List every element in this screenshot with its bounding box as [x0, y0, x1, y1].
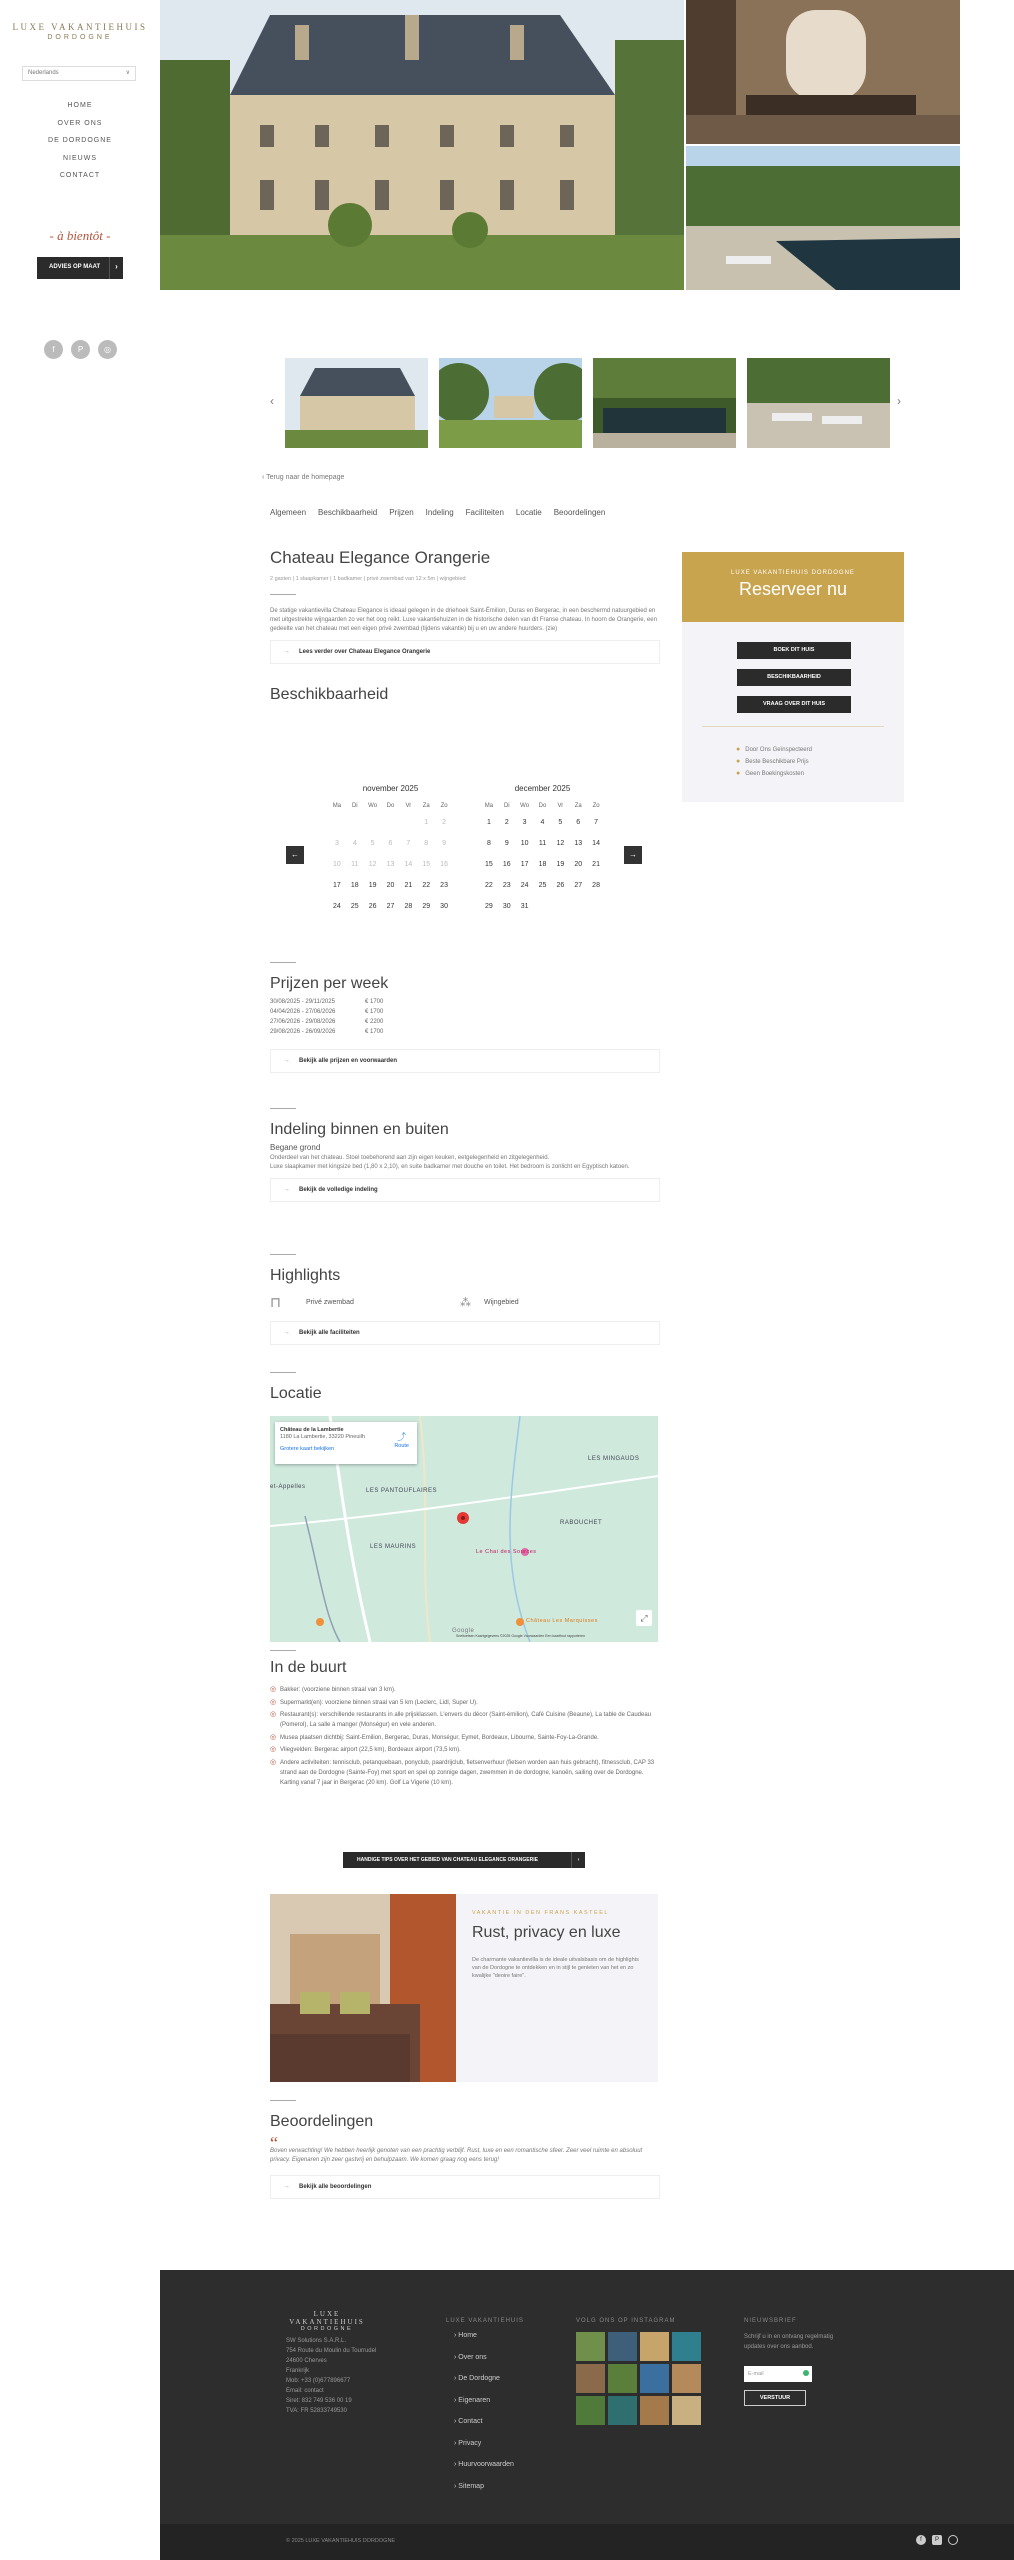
- social-links: [44, 340, 117, 359]
- booking-header: [682, 552, 904, 622]
- calendar-day[interactable]: 20: [574, 861, 583, 868]
- chevron-down-icon: ∨: [125, 70, 130, 76]
- prices-section: [270, 962, 660, 1073]
- instagram-photo[interactable]: [640, 2396, 669, 2425]
- section-tabs: [270, 508, 605, 517]
- promo-block: [270, 1894, 658, 2082]
- calendar-day[interactable]: 10: [520, 840, 529, 847]
- layout-heading: Indeling binnen en buiten: [270, 1121, 449, 1138]
- calendar-day-header: Vr: [557, 803, 564, 809]
- calendar-empty-cell: [346, 812, 364, 833]
- highlights-list: [270, 1291, 660, 1313]
- calendar-day[interactable]: 12: [556, 840, 565, 847]
- price-row: [270, 1009, 660, 1019]
- arrow-right-icon: ›: [571, 1852, 585, 1868]
- instagram-photo[interactable]: [576, 2332, 605, 2361]
- calendar-day[interactable]: 26: [368, 903, 377, 910]
- footer-logo[interactable]: [286, 2310, 368, 2332]
- address-line: 754 Route du Moulin du Tourrudel: [286, 2348, 377, 2354]
- calendar-day[interactable]: 27: [386, 903, 395, 910]
- calendar-day[interactable]: 19: [556, 861, 565, 868]
- thumbnail-2[interactable]: [439, 358, 582, 448]
- map-label: LES MINGAUDS: [588, 1456, 640, 1462]
- map-info-card: [275, 1422, 417, 1464]
- calendar-day[interactable]: 29: [485, 903, 493, 910]
- footer-link-privacy[interactable]: › Privacy: [454, 2440, 514, 2462]
- promo-bedroom-photo: [270, 1894, 456, 2082]
- footer-link-huurvoorwaarden[interactable]: › Huurvoorwaarden: [454, 2461, 514, 2483]
- calendar-day: 1: [424, 819, 429, 826]
- highlight-label: Privé zwembad: [306, 1298, 354, 1306]
- review-quote: Boven verwachting! We hebben heerlijk genoten van een prachtig verblijf. Rust, luxe en een romantische sfeer. Zeer veel ruimte en absoluut privacy. Eigenaren zijn zeer gastvrij en behulpzaam. We komen graag nog eens terug!: [270, 2148, 643, 2163]
- address-line: SW Solutions S.A.R.L.: [286, 2338, 347, 2344]
- tab-locatie[interactable]: Locatie: [515, 508, 542, 517]
- footer-logo-line1: LUXE VAKANTIEHUIS: [289, 2310, 365, 2326]
- property-intro: De statige vakantievilla Chateau Elegance is ideaal gelegen in de driehoek Saint-Émilion, Duras en Bergerac, in een beschermd natuurgebied en met uitgestrekte wijngaarden zo ver het oog reikt. Luxe vakantiehuizen in de historische delen van dit Franse chateau. In hoorn de Orangerie, een gedeelte van het chateau met een eigen privé zwembad (tijdens vakantie) bij u en uw andere huurders. (zie): [270, 608, 657, 632]
- instagram-photo[interactable]: [640, 2332, 669, 2361]
- calendar-day-header: Do: [538, 803, 547, 809]
- email-placeholder: E-mail: [748, 2371, 764, 2377]
- tab-beschikbaarheid[interactable]: Beschikbaarheid: [318, 508, 378, 517]
- usp-item: ● Geen Boekingskosten: [736, 770, 804, 777]
- price-value: € 2200: [365, 1019, 384, 1025]
- neighborhood-item: ◎ Vliegvelden: Bergerac airport (22,5 km), Bordeaux airport (73,5 km).: [270, 1745, 660, 1755]
- calendar-day[interactable]: 21: [592, 861, 600, 868]
- calendar-day[interactable]: 26: [556, 882, 565, 889]
- area-tips-label: HANDIGE TIPS OVER HET GEBIED VAN CHATEAU ELEGANCE ORANGERIE: [357, 1857, 538, 1863]
- promo-kicker: VAKANTIE IN DEN FRANS KASTEEL: [472, 1910, 609, 1916]
- calendar-november: [328, 784, 453, 917]
- main-menu: [0, 102, 160, 190]
- instagram-photo[interactable]: [576, 2396, 605, 2425]
- footer-link-home[interactable]: › Home: [454, 2332, 514, 2354]
- hero-photo-dining-room[interactable]: [686, 0, 960, 144]
- newsletter-email-input[interactable]: [744, 2366, 812, 2382]
- booking-title: Reserveer nu: [738, 579, 848, 599]
- promo-title: Rust, privacy en luxe: [472, 1924, 621, 1941]
- usp-item: ● Door Ons Geïnspecteerd: [736, 746, 812, 753]
- calendar-day: 12: [368, 861, 377, 868]
- read-more-button[interactable]: → Lees verder over Chateau Elegance Orangerie: [270, 640, 660, 664]
- question-button[interactable]: VRAAG OVER DIT HUIS: [737, 696, 851, 713]
- address-line: Siret: 832 749 536 00 19: [286, 2398, 352, 2404]
- calendar-day-header: Vr: [405, 803, 412, 809]
- footer-links: [454, 2332, 514, 2504]
- thumbnail-1[interactable]: [285, 358, 428, 448]
- footer-social: [916, 2535, 958, 2545]
- directions-icon: ⤴: [397, 1432, 407, 1442]
- calendar-day: 11: [351, 861, 359, 868]
- pool-icon: ⊓: [270, 1293, 281, 1310]
- calendar-day[interactable]: 24: [333, 903, 341, 910]
- calendar-day-header: Ma: [332, 803, 342, 809]
- calendar-day[interactable]: 3: [522, 819, 527, 826]
- location-heading: Locatie: [270, 1385, 322, 1402]
- calendar-day-header: Za: [422, 803, 430, 809]
- logo-line2: DORDOGNE: [47, 34, 113, 41]
- price-value: € 1700: [365, 999, 384, 1005]
- layout-subheading: Begane grond: [270, 1143, 321, 1152]
- price-dates: 04/04/2026 - 27/06/2026: [270, 1009, 336, 1015]
- calendar-day[interactable]: 4: [540, 819, 545, 826]
- thumbnail-3[interactable]: [593, 358, 736, 448]
- tab-algemeen[interactable]: Algemeen: [270, 508, 307, 517]
- calendar-day[interactable]: 21: [404, 882, 413, 889]
- address-line: 24600 Cherves: [286, 2358, 327, 2364]
- calendar-empty-cell: [382, 812, 400, 833]
- language-select[interactable]: [22, 66, 136, 81]
- neighborhood-item: ◎ Supermarkt(en): voorziene binnen straal van 5 km (Leclerc, Lidl, Super U).: [270, 1698, 660, 1708]
- calendar-day: 5: [370, 840, 375, 847]
- all-facilities-button[interactable]: → Bekijk alle faciliteiten: [270, 1321, 660, 1345]
- map-card-title: Château de la Lambertie: [280, 1427, 344, 1433]
- calendar-day-header: Do: [386, 803, 395, 809]
- calendar-day-header: Di: [351, 803, 358, 809]
- price-row: [270, 999, 660, 1009]
- calendar-empty-cell: [364, 812, 382, 833]
- sidebar: [0, 0, 160, 2560]
- divider: [270, 1108, 296, 1109]
- neighborhood-item: ◎ Bakker: (voorziene binnen straal van 3 km).: [270, 1685, 660, 1695]
- calendar-day[interactable]: 22: [422, 882, 431, 889]
- footer-link-over-ons[interactable]: › Over ons: [454, 2354, 514, 2376]
- calendar-day-header: Ma: [484, 803, 494, 809]
- copyright: © 2025 LUXE VAKANTIEHUIS DORDOGNE: [286, 2538, 396, 2544]
- instagram-photo[interactable]: [672, 2364, 701, 2393]
- hero-photo-chateau[interactable]: [160, 0, 684, 290]
- back-to-home-link[interactable]: ‹ Terug naar de homepage: [262, 474, 345, 481]
- full-layout-button[interactable]: → Bekijk de volledige indeling: [270, 1178, 660, 1202]
- calendar-day: 10: [333, 861, 341, 868]
- page-title: Chateau Elegance Orangerie: [270, 548, 491, 567]
- footer-bar: [160, 2524, 1014, 2560]
- advies-op-maat-button[interactable]: [37, 257, 123, 279]
- booking-kicker: LUXE VAKANTIEHUIS DORDOGNE: [731, 570, 855, 576]
- calendar-day[interactable]: 29: [422, 903, 431, 910]
- footer-link-sitemap[interactable]: › Sitemap: [454, 2483, 514, 2505]
- property-meta: 2 gasten | 1 slaapkamer | 1 badkamer | privé zwembad van 12 x 5m | wijngebied: [270, 576, 466, 582]
- highlights-heading: Highlights: [270, 1267, 341, 1284]
- calendar-day[interactable]: 6: [576, 819, 581, 826]
- highlight-item: [270, 1294, 460, 1311]
- availability-button[interactable]: BESCHIKBAARHEID: [737, 669, 851, 686]
- menu-item-contact[interactable]: CONTACT: [59, 172, 101, 179]
- quote-icon: “: [270, 2133, 278, 2153]
- calendar-december: [480, 784, 605, 917]
- calendar-day-header: Wo: [520, 803, 530, 809]
- neighborhood-item: ◎ Andere activiteiten: tennisclub, petanquebaan, ponyclub, paardrijclub, fietsenverhuur (fietsen worden aan huis gebracht), fitnessclub, CAP 33 strand aan de Dordogne (Sainte-Foy) met sport en spel op zonnige dagen, zwemmen in de dordogne, kanoën, sailing over de Dordogne. Karting vanaf 7 jaar in Bergerac (20 km). Golf La Vigerie (10 km).: [270, 1758, 660, 1788]
- footer-link-eigenaren[interactable]: › Eigenaren: [454, 2397, 514, 2419]
- calendar-empty-cell: [399, 812, 417, 833]
- fullscreen-icon[interactable]: ⤢: [636, 1610, 652, 1626]
- gallery-thumbnails: [285, 358, 890, 448]
- menu-item-de-dordogne[interactable]: DE DORDOGNE: [48, 137, 112, 144]
- hero-photo-pool[interactable]: [686, 146, 960, 290]
- neighborhood-heading: In de buurt: [270, 1659, 347, 1676]
- calendar-day[interactable]: 19: [368, 882, 377, 889]
- price-dates: 27/06/2026 - 29/08/2026: [270, 1019, 336, 1025]
- all-reviews-button[interactable]: → Bekijk alle beoordelingen: [270, 2175, 660, 2199]
- calendar-day-header: Zo: [592, 803, 600, 809]
- map-larger-link[interactable]: Grotere kaart bekijken: [280, 1446, 335, 1452]
- calendar-day[interactable]: 30: [440, 903, 448, 910]
- area-tips-button[interactable]: [343, 1852, 585, 1868]
- calendar-day: 16: [440, 861, 448, 868]
- reviews-section: [270, 2100, 660, 2199]
- calendar-day-header: Di: [503, 803, 510, 809]
- layout-section: [270, 1108, 660, 1202]
- route-label: Route: [394, 1443, 409, 1449]
- usp-item: ● Beste Beschikbare Prijs: [736, 758, 809, 765]
- booking-box: [682, 552, 904, 802]
- map-label: Château Les Marquisses: [526, 1618, 598, 1624]
- calendar-day[interactable]: 25: [350, 903, 359, 910]
- calendar-day[interactable]: 20: [386, 882, 395, 889]
- calendar-day: 2: [442, 819, 447, 826]
- advies-label: ADVIES OP MAAT: [49, 264, 101, 270]
- calendar-day[interactable]: 1: [486, 819, 491, 826]
- calendar-grid: [480, 800, 605, 917]
- divider: [270, 1254, 296, 1255]
- instagram-icon[interactable]: ◎: [98, 340, 117, 359]
- calendar-day: 3: [334, 840, 339, 847]
- menu-item-home[interactable]: HOME: [67, 102, 93, 109]
- subscribe-button[interactable]: VERSTUUR: [744, 2390, 806, 2406]
- tab-faciliteiten[interactable]: Faciliteiten: [465, 508, 504, 517]
- calendar-day[interactable]: 8: [486, 840, 491, 847]
- calendar-day[interactable]: 22: [485, 882, 493, 889]
- status-dot-icon: [803, 2370, 809, 2376]
- all-prices-button[interactable]: → Bekijk alle prijzen en voorwaarden: [270, 1049, 660, 1073]
- footer: [160, 2270, 1014, 2560]
- calendar-day[interactable]: 17: [333, 882, 341, 889]
- location-map[interactable]: [270, 1416, 658, 1642]
- instagram-grid: [576, 2332, 702, 2425]
- price-dates: 30/08/2025 - 29/11/2025: [270, 999, 335, 1005]
- footer-link-contact[interactable]: › Contact: [454, 2418, 514, 2440]
- book-house-button[interactable]: BOEK DIT HUIS: [737, 642, 851, 659]
- footer-address: [286, 2336, 406, 2416]
- calendar-day[interactable]: 30: [502, 903, 511, 910]
- calendar-day[interactable]: 18: [350, 882, 359, 889]
- map-label: et-Appelles: [270, 1484, 306, 1490]
- footer-col-title: VOLG ONS OP INSTAGRAM: [576, 2318, 676, 2324]
- price-row: [270, 1029, 660, 1039]
- footer-col-title: NIEUWSBRIEF: [744, 2318, 797, 2324]
- pinterest-icon[interactable]: P: [71, 340, 90, 359]
- calendar-day[interactable]: 24: [520, 882, 529, 889]
- reviews-heading: Beoordelingen: [270, 2113, 374, 2130]
- promo-text: De charmante vakantievilla is de ideale uitvalsbasis om de highlights van de Dordogne te ontdekken en in stijl te genieten van het en zo kwalijke "deoire faire".: [472, 1957, 639, 1979]
- google-logo: Google: [452, 1628, 475, 1634]
- tab-prijzen[interactable]: Prijzen: [389, 508, 414, 517]
- calendar-day[interactable]: 14: [592, 840, 600, 847]
- calendar-day: 4: [352, 840, 357, 847]
- thumbnail-4[interactable]: [747, 358, 890, 448]
- highlight-label: Wijngebied: [484, 1298, 519, 1306]
- calendar-day[interactable]: 2: [504, 819, 509, 826]
- map-label: RABOUCHET: [560, 1520, 603, 1526]
- instagram-icon[interactable]: [948, 2535, 958, 2545]
- calendar-day[interactable]: 13: [574, 840, 583, 847]
- footer-col-title: LUXE VAKANTIEHUIS: [446, 2318, 524, 2324]
- calendar-day: 14: [404, 861, 413, 868]
- calendar-day-header: Zo: [440, 803, 448, 809]
- neighborhood-section: [270, 1650, 660, 1790]
- calendar-day: 13: [386, 861, 395, 868]
- availability-heading: Beschikbaarheid: [270, 686, 389, 703]
- calendar-day[interactable]: 7: [594, 819, 599, 826]
- calendar-day[interactable]: 25: [538, 882, 547, 889]
- neighborhood-item: ◎ Musea plaatsen dichtbij: Saint-Emilion, Bergerac, Duras, Monségur, Eymet, Bordeaux, Libourne, Sainte-Foy-La-Grande.: [270, 1733, 660, 1743]
- instagram-photo[interactable]: [672, 2396, 701, 2425]
- arrow-right-icon: ›: [109, 257, 123, 279]
- calendar-day[interactable]: 17: [520, 861, 529, 868]
- instagram-photo[interactable]: [608, 2364, 637, 2393]
- address-line: Mob: +33 (0)677896677: [286, 2378, 351, 2384]
- divider: [270, 1372, 296, 1373]
- gallery-next-icon[interactable]: ›: [897, 394, 901, 408]
- map-label: Le Chai des Sources: [476, 1549, 537, 1555]
- grapes-icon: ⁂: [460, 1296, 471, 1309]
- calendar-day: 15: [422, 861, 431, 868]
- map-route-button[interactable]: [394, 1430, 409, 1449]
- calendar-day[interactable]: 28: [592, 882, 600, 889]
- layout-text-1: Onderdeel van het chateau. Stoel toebehorend aan zijn eigen keuken, eetgelegenheid en zitgelegenheid.: [270, 1155, 550, 1161]
- highlights-section: [270, 1254, 660, 1345]
- back-link-label: Terug naar de homepage: [266, 474, 345, 481]
- calendar-day[interactable]: 23: [440, 882, 448, 889]
- instagram-photo[interactable]: [576, 2364, 605, 2393]
- calendar-day[interactable]: 31: [520, 903, 529, 910]
- calendar-day-header: Wo: [368, 803, 378, 809]
- price-row: [270, 1019, 660, 1029]
- map-card-address: 1180 La Lambertie, 33220 Pineuilh: [280, 1434, 365, 1440]
- highlight-item: [460, 1296, 519, 1309]
- calendar-day-header: Za: [574, 803, 582, 809]
- footer-logo-line2: DORDOGNE: [300, 2326, 354, 2332]
- instagram-photo[interactable]: [608, 2332, 637, 2361]
- tagline: - à bientôt -: [49, 228, 111, 243]
- address-line: Frankrijk: [286, 2368, 310, 2374]
- calendar-next-button[interactable]: →: [624, 846, 642, 864]
- neighborhood-item: ◎ Restaurant(s): verschillende restaurants in alle prijsklassen. L'envers du décor (Saint-émilion), Café Cuisine (Beaune), La table de Caudeau (Pomerol), La salle à manger (Monségur) en vele anderen.: [270, 1710, 660, 1730]
- pinterest-icon[interactable]: P: [932, 2535, 942, 2545]
- logo-line1: LUXE VAKANTIEHUIS: [12, 22, 148, 32]
- instagram-photo[interactable]: [640, 2364, 669, 2393]
- main-content: [270, 548, 660, 704]
- gallery-prev-icon[interactable]: ‹: [270, 394, 274, 408]
- calendar-day[interactable]: 9: [504, 840, 509, 847]
- calendar-day[interactable]: 11: [538, 840, 547, 847]
- calendar-day[interactable]: 5: [558, 819, 563, 826]
- calendar-empty-cell: [328, 812, 346, 833]
- price-dates: 29/08/2026 - 26/09/2026: [270, 1029, 336, 1035]
- calendar-day[interactable]: 27: [574, 882, 583, 889]
- calendar-day: 8: [424, 840, 429, 847]
- address-line: TVA: FR 52833749530: [286, 2408, 347, 2414]
- divider: [270, 1650, 296, 1651]
- address-line: Email: contact: [286, 2388, 324, 2394]
- calendar-day[interactable]: 18: [538, 861, 547, 868]
- calendar-day[interactable]: 23: [502, 882, 511, 889]
- menu-item-nieuws[interactable]: NIEUWS: [63, 154, 97, 162]
- calendar-prev-button[interactable]: ←: [286, 846, 304, 864]
- logo[interactable]: [0, 22, 160, 41]
- calendar-day[interactable]: 15: [485, 861, 493, 868]
- footer-link-dordogne[interactable]: › De Dordogne: [454, 2375, 514, 2397]
- instagram-photo[interactable]: [672, 2332, 701, 2361]
- calendar-day[interactable]: 16: [502, 861, 511, 868]
- map-footer: Sneltoetsen Kaartgegevens ©2025 Google Voorwaarden Een kaartfout rapporteren: [456, 1634, 586, 1638]
- facebook-icon[interactable]: f: [916, 2535, 926, 2545]
- location-section: [270, 1372, 660, 1403]
- neighborhood-list: [270, 1685, 660, 1788]
- tab-indeling[interactable]: Indeling: [425, 508, 454, 517]
- prices-heading: Prijzen per week: [270, 975, 389, 992]
- calendar-day: 6: [388, 840, 393, 847]
- map-label: LES MAURINS: [370, 1544, 417, 1550]
- prices-list: [270, 999, 660, 1039]
- divider: [702, 726, 884, 727]
- newsletter-text: Schrijf u in en ontvang regelmatig updates over ons aanbod.: [744, 2334, 834, 2350]
- layout-text-2: Luxe slaapkamer met kingsize bed (1,80 x 2,10), en suite badkamer met douche en toilet. Het bedroom is zonlicht en Egyptisch katoen.: [270, 1164, 630, 1170]
- instagram-photo[interactable]: [608, 2396, 637, 2425]
- calendar-day: 7: [406, 840, 411, 847]
- facebook-icon[interactable]: f: [44, 340, 63, 359]
- price-value: € 1700: [365, 1029, 384, 1035]
- calendar-month-label: december 2025: [514, 784, 571, 793]
- divider: [270, 2100, 296, 2101]
- tab-beoordelingen[interactable]: Beoordelingen: [553, 508, 606, 517]
- calendar-grid: [328, 800, 453, 917]
- map-label: LES PANTOUFLAIRES: [366, 1488, 437, 1494]
- calendar-day[interactable]: 28: [404, 903, 413, 910]
- divider: [270, 594, 296, 595]
- divider: [270, 962, 296, 963]
- language-value: Nederlands: [28, 70, 59, 76]
- calendar-day: 9: [442, 840, 447, 847]
- calendar-month-label: november 2025: [362, 784, 419, 793]
- menu-item-over-ons[interactable]: OVER ONS: [57, 119, 103, 127]
- price-value: € 1700: [365, 1009, 384, 1015]
